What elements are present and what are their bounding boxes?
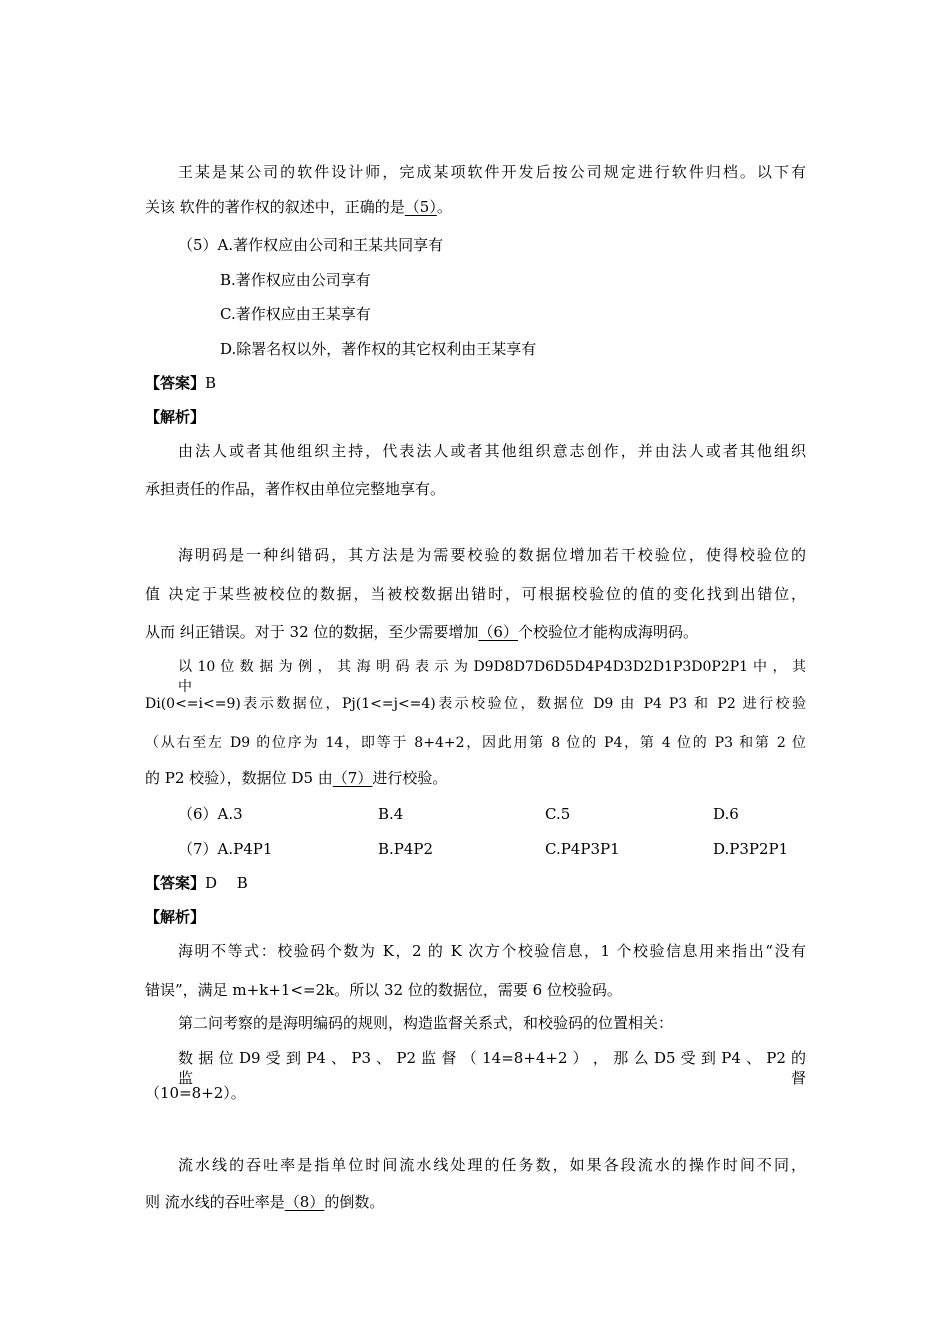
q5-option-a: （5）A.著作权应由公司和王某共同享有 xyxy=(178,236,444,254)
q67-para1-text: 从而 纠正错误。对于 32 位的数据，至少需要增加 xyxy=(145,623,479,641)
q6-option-b: B.4 xyxy=(378,805,404,823)
q7-option-b: B.P4P2 xyxy=(378,840,434,858)
q67-analysis-line-2: 错误”，满足 m+k+1<=2k。所以 32 位的数据位，需要 6 位校验码。 xyxy=(145,981,622,999)
q67-para2-text: 的 P2 校验），数据位 D5 由 xyxy=(145,769,333,787)
q5-answer xyxy=(145,373,216,393)
q67-analysis-line-3: 第二问考察的是海明编码的规则，构造监督关系式，和校验码的位置相关： xyxy=(178,1014,674,1032)
q7-blank: （7） xyxy=(332,769,373,787)
q5-option-c: C.著作权应由王某享有 xyxy=(220,305,371,323)
q7-option-a: （7）A.P4P1 xyxy=(178,840,273,858)
q67-para1-line-1: 海明码是一种纠错码，其方法是为需要校验的数据位增加若干校验位，使得校验位的 xyxy=(178,546,806,564)
q5-stem-end: 。 xyxy=(436,198,452,216)
q5-option-d: D.除署名权以外，著作权的其它权利由王某享有 xyxy=(220,340,537,358)
answer-value: D B xyxy=(205,874,248,892)
q5-option-b: B.著作权应由公司享有 xyxy=(220,271,371,289)
q67-para1-end: 个校验位才能构成海明码。 xyxy=(517,623,698,641)
q67-analysis-line-5: （10=8+2）。 xyxy=(145,1084,246,1102)
answer-label: 【答案】 xyxy=(145,374,206,392)
q67-answer xyxy=(145,873,248,893)
q7-option-d: D.P3P2P1 xyxy=(713,840,789,858)
q67-para2-line-1: 以 10 位 数 据 为 例 ， 其 海 明 码 表 示 为 D9D8D7D6D5D4P4D3D2D1P3D0P2P1 中 ， 其 中 xyxy=(178,659,806,695)
q6-option-c: C.5 xyxy=(545,805,571,823)
q67-para2-end: 进行校验。 xyxy=(372,769,448,787)
q67-para1-line-2: 值 决定于某些被校位的数据，当被校数据出错时，可根据校验位的值的变化找到出错位， xyxy=(145,585,806,603)
q5-stem-line-1: 王某是某公司的软件设计师，完成某项软件开发后按公司规定进行软件归档。以下有 xyxy=(178,163,806,181)
answer-label: 【答案】 xyxy=(145,874,206,892)
q67-para2-line-3: （从右至左 D9 的位序为 14，即等于 8+4+2，因此用第 8 位的 P4，第 4 位的 P3 和第 2 位 xyxy=(145,735,806,751)
q6-option-a: （6）A.3 xyxy=(178,805,243,823)
q5-stem-line-2 xyxy=(145,197,452,217)
q6-option-d: D.6 xyxy=(713,805,739,823)
q8-stem-end: 的倒数。 xyxy=(324,1193,385,1211)
q7-option-c: C.P4P3P1 xyxy=(545,840,620,858)
q67-para2-line-2: Di(0<=i<=9)表示数据位，Pj(1<=j<=4)表示校验位，数据位 D9 由 P4 P3 和 P2 进行校验 xyxy=(145,696,806,712)
q8-stem-line-1: 流水线的吞吐率是指单位时间流水线处理的任务数，如果各段流水的操作时间不同， xyxy=(178,1156,806,1174)
q5-analysis-line-1: 由法人或者其他组织主持，代表法人或者其他组织意志创作，并由法人或者其他组织 xyxy=(178,442,806,460)
q67-para1-line-3 xyxy=(145,622,698,642)
q67-analysis-line-1: 海明不等式：校验码个数为 K，2 的 K 次方个校验信息，1 个校验信息用来指出“没有 xyxy=(178,942,806,960)
q8-stem-line-2 xyxy=(145,1192,384,1212)
q5-analysis-label: 【解析】 xyxy=(145,408,206,426)
q6-blank: （6） xyxy=(478,623,518,641)
q67-para2-line-4 xyxy=(145,768,447,788)
q5-analysis-line-2: 承担责任的作品，著作权由单位完整地享有。 xyxy=(145,480,446,498)
q8-blank: （8） xyxy=(284,1193,325,1211)
q8-stem-text: 则 流水线的吞吐率是 xyxy=(145,1193,285,1211)
q5-blank: （5） xyxy=(404,198,437,216)
answer-value: B xyxy=(205,374,217,392)
q5-stem-text: 关该 软件的著作权的叙述中，正确的是 xyxy=(145,198,405,216)
q67-analysis-label: 【解析】 xyxy=(145,908,206,926)
q67-analysis-line-4: 数 据 位 D9 受 到 P4 、 P3 、 P2 监 督 （ 14=8+4+2 ） ， 那 么 D5 受 到 P4 、 P2 的 监 督 xyxy=(178,1049,806,1087)
